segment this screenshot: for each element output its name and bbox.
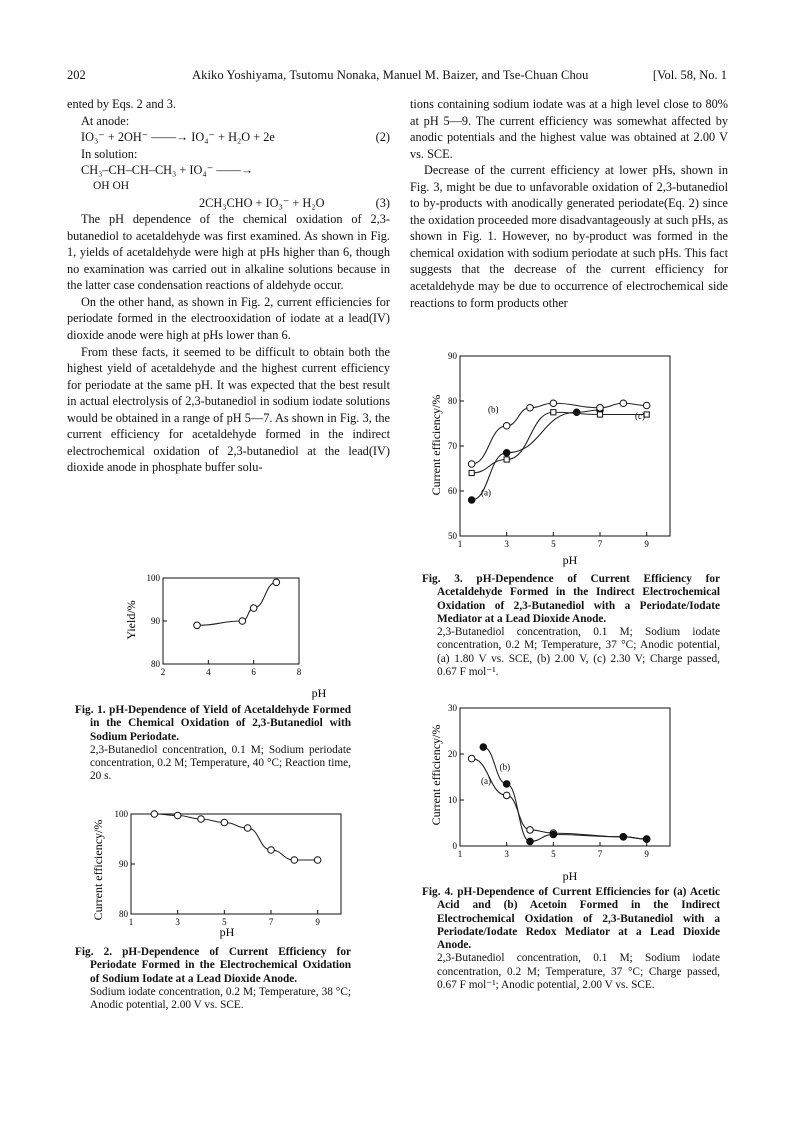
fig3-xlabel: pH [562,553,578,567]
fig2-data-point [314,857,321,864]
fig4-y-tick-label: 20 [448,749,457,759]
fig3-series-0-line [472,410,600,500]
fig1-y-tick-label: 90 [151,616,160,626]
fig1-xlabel: pH [311,686,327,700]
fig3-ylabel: Current efficiency/% [429,394,443,496]
fig2-data-point [221,819,228,826]
fig4-x-tick-label: 3 [504,849,509,859]
fig3-x-tick-label: 7 [597,539,603,549]
fig3-data-point [550,400,557,407]
fig2-data-point [268,847,275,854]
fig3-data-point [573,409,580,416]
fig3-series-2-line [472,412,647,473]
fig2-caption [75,946,351,1012]
fig3-data-point [597,412,602,417]
fig3-series-label: (c) [635,411,645,421]
fig3-data-point [597,404,604,411]
fig3-x-tick-label: 5 [551,539,556,549]
fig3-y-tick-label: 80 [448,396,457,406]
fig1-data-point [194,622,201,629]
fig2-x-tick-label: 9 [315,917,320,927]
fig4-data-point [468,755,475,762]
fig4-chart [420,700,740,885]
in-solution-label: In solution: [81,146,138,161]
fig1-x-tick-label: 8 [296,667,302,677]
fig3-data-point [504,457,509,462]
fig1-ylabel: Yield/% [124,600,138,640]
fig4-y-tick-label: 10 [448,795,457,805]
fig4-data-point [550,831,557,838]
fig4-caption [422,886,720,992]
fig4-series-label: (a) [481,775,491,786]
fig2-plot-frame [131,814,341,914]
right-column [410,96,728,311]
fig2-y-tick-label: 100 [114,809,128,819]
fig1-x-tick-label: 4 [206,667,211,677]
fig1-data-point [250,605,257,612]
fig2-chart [90,808,420,948]
page-number: 202 [67,68,86,82]
fig1-y-tick-label: 100 [146,573,160,583]
fig4-data-point [503,792,510,799]
fig3-data-point [469,470,474,475]
fig1-caption [75,704,351,784]
fig2-data-point [174,812,181,819]
fig2-data-point [291,857,298,864]
fig4-data-point [527,838,534,845]
fig2-y-tick-label: 90 [119,859,128,869]
fig3-plot-frame [460,356,670,536]
paragraph: tions containing sodium iodate was at a high level close to 80% at pH 5—9. The current efficiency was somewhat affected by anodic potentials and the highest value was obtained at 2.00 V vs. SCE. [410,97,728,161]
fig4-data-point [480,744,487,751]
fig2-series-0-line [154,814,317,860]
fig3-y-tick-label: 70 [448,441,457,451]
fig2-conditions: Sodium iodate concentration, 0.2 M; Temperature, 38 °C; Anodic potential, 2.00 V vs. SCE. [90,985,351,1012]
fig3-series-label: (a) [481,487,491,498]
fig3-data-point [643,402,650,409]
fig3-data-point [620,400,627,407]
fig4-conditions: 2,3-Butanediol concentration, 0.1 M; Sodium iodate concentration, 0.2 M; Temperature, 37 °C; Charge passed, 0.67 F mol⁻¹; Anodic potential, 2.00 V vs. SCE. [437,952,720,992]
fig3-y-tick-label: 50 [448,531,457,541]
fig2-x-tick-label: 5 [222,917,227,927]
fig4-ylabel: Current efficiency/% [429,724,443,826]
fig2-xlabel: pH [219,925,235,939]
fig1-x-tick-label: 6 [251,667,256,677]
at-anode-label: At anode: [81,113,130,128]
intro-line: ented by Eqs. 2 and 3. [67,97,176,111]
fig3-x-tick-label: 3 [504,539,509,549]
paragraph: From these facts, it seemed to be difficult to obtain both the highest yield of acetaldehyde and the highest current efficiency for periodate at the same pH. It was expected that the best result in actual electrolysis of 2,3-butanediol in sodium iodate solutions would be obtained in a range of pH 5—7. As shown in Fig. 3, the current efficiency for acetaldehyde formed in the indirect electrochemical oxidation of 2,3-butanediol at the lead(IV) dioxide anode in phosphate buffer solu- [67,344,390,475]
fig3-x-tick-label: 1 [457,539,463,549]
paragraph: The pH dependence of the chemical oxidation of 2,3-butanediol to acetaldehyde was first examined. As shown in Fig. 1, yields of acetaldehyde were high at pHs higher than 6, though no examination was carried out in alkaline solutions because in the latter case condensation reactions of aldehyde occur. [67,212,390,293]
fig2-x-tick-label: 7 [268,917,274,927]
fig2-ylabel: Current efficiency/% [91,819,105,921]
fig3-data-point [503,449,510,456]
fig2-data-point [244,825,251,832]
fig4-x-tick-label: 1 [457,849,463,859]
fig3-x-tick-label: 9 [644,539,649,549]
fig1-conditions: 2,3-Butanediol concentration, 0.1 M; Sodium periodate concentration, 0.2 M; Temperature, 40 °C; Reaction time, 20 s. [90,743,351,783]
fig1-y-tick-label: 80 [151,659,160,669]
fig4-x-tick-label: 7 [597,849,603,859]
fig2-y-tick-label: 80 [119,909,128,919]
equation-2-number: (2) [375,130,390,145]
fig3-conditions: 2,3-Butanediol concentration, 0.1 M; Sodium iodate concentration, 0.2 M; Temperature, 37 °C; Anodic potential, (a) 1.80 V vs. SCE, (b) 2.00 V, (c) 2.30 V; Charge passed, 0.67 F mol⁻¹. [437,626,720,679]
left-column [67,96,390,476]
fig3-data-point [468,461,475,468]
fig2-data-point [151,811,158,818]
fig2-x-tick-label: 1 [128,917,134,927]
fig4-plot-frame [460,708,670,846]
fig3-chart [420,350,740,565]
fig3-data-point [503,422,510,429]
fig4-y-tick-label: 30 [448,703,457,713]
equation-2 [67,129,390,146]
volume-label: [Vol. 58, No. 1 [652,68,727,82]
fig1-chart [90,572,420,700]
equation-3-line2: 2CH₃CHO + IO₃⁻ + H₂O (3) [199,195,390,210]
fig1-x-tick-label: 2 [160,667,166,677]
fig3-title: Fig. 3. pH-Dependence of Current Efficiency for Acetaldehyde Formed in the Indirect Electrochemical Oxidation of 2,3-Butanediol with a Periodate/Iodate Mediator at a Lead Dioxide Anode. [422,573,720,625]
equation-3-line1: CH₃–CH–CH–CH₃ + IO₄⁻ ——→ [81,163,254,178]
fig2-x-tick-label: 3 [175,917,180,927]
equation-3-number: (3) [375,195,390,210]
fig3-data-point [527,404,534,411]
fig4-series-label: (b) [499,762,511,773]
paragraph: Decrease of the current efficiency at lower pHs, shown in Fig. 3, might be due to unfavorable oxidation of 2,3-butanediol to by-products with anodically generated periodate(Eq. 2) since the oxidation proceeded more disadvantageously at such pHs, as shown in Fig. 1. However, no by-product was formed in the chemical oxidation with sodium periodate at such pHs. This fact suggests that the decrease of the current efficiency for acetaldehyde may be due to occurrence of electrochemical side reactions to form products other [410,163,728,310]
fig3-y-tick-label: 60 [448,486,457,496]
fig4-xlabel: pH [562,869,578,883]
equation-3-hydroxyls: OH OH [93,179,130,192]
author-line: Akiko Yoshiyama, Tsutomu Nonaka, Manuel M. Baizer, and Tse-Chuan Chou [192,68,589,82]
fig1-series-0-line [197,582,276,625]
fig4-title: Fig. 4. pH-Dependence of Current Efficiencies for (a) Acetic Acid and (b) Acetoin Formed in the Indirect Electrochemical Oxidation of 2,3-Butanediol with a Periodate/Iodate Redox Mediator at a Lead Dioxide Anode. [422,886,720,952]
running-header [67,68,727,84]
equation-2-body: IO₃⁻ + 2OH⁻ ——→ IO₄⁻ + H₂O + 2e [81,130,275,145]
fig3-y-tick-label: 90 [448,351,457,361]
fig4-data-point [620,834,627,841]
fig1-data-point [273,579,280,586]
paragraph: On the other hand, as shown in Fig. 2, current efficiencies for periodate formed in the electrooxidation of iodate at a lead(IV) dioxide anode were high at pHs lower than 6. [67,294,390,342]
fig4-y-tick-label: 0 [452,841,457,851]
fig4-series-0-line [472,759,647,840]
fig3-caption [422,573,720,679]
fig2-title: Fig. 2. pH-Dependence of Current Efficiency for Periodate Formed in the Electrochemical Oxidation of Sodium Iodate at a Lead Dioxide Anode. [75,946,351,985]
fig4-data-point [643,836,650,843]
fig4-data-point [503,781,510,788]
fig4-x-tick-label: 9 [644,849,649,859]
fig1-title: Fig. 1. pH-Dependence of Yield of Acetaldehyde Formed in the Chemical Oxidation of 2,3-Butanediol with Sodium Periodate. [75,704,351,743]
fig4-x-tick-label: 5 [551,849,556,859]
fig3-series-label: (b) [488,404,499,415]
fig4-data-point [527,827,534,834]
fig1-data-point [239,618,246,625]
fig3-data-point [551,410,556,415]
fig2-data-point [198,816,205,823]
fig3-data-point [468,497,475,504]
